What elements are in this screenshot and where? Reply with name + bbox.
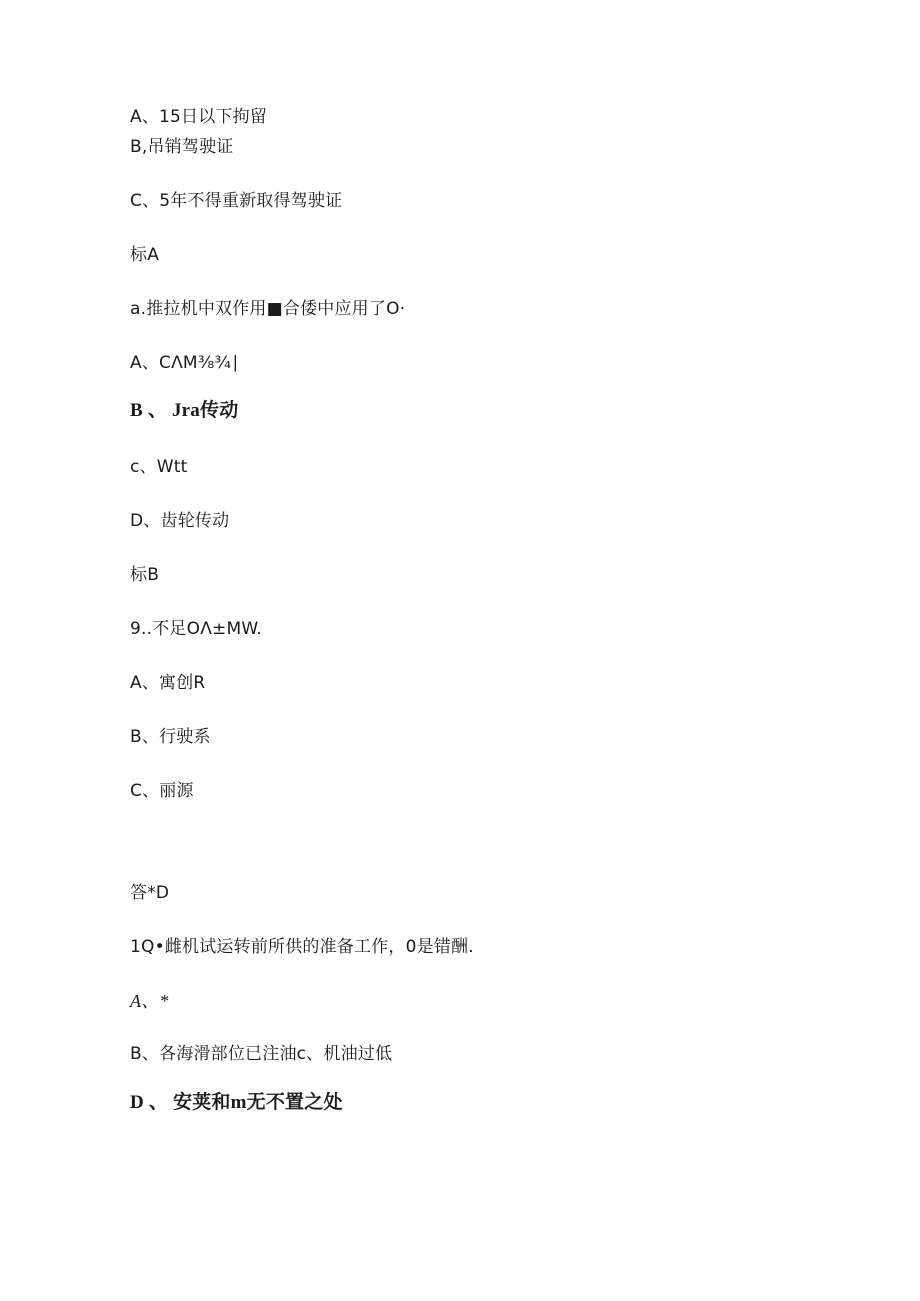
- option-c-five-years: C、5年不得重新取得驾驶证: [130, 191, 343, 211]
- option-a-detention: A、15日以下拘留: [130, 107, 268, 127]
- option-a: A、CΛM⅜¾∣: [130, 353, 240, 373]
- option-b-transmission: B 、 Jra传动: [130, 400, 239, 421]
- option-a: A、寓创R: [130, 673, 206, 693]
- option-b-running-system: B、行驶系: [130, 727, 211, 747]
- answer-label-3: 答*D: [130, 883, 170, 903]
- question-10: 1Q•雌机试运转前所供的准备工作，0是错酬.: [130, 937, 474, 957]
- answer-label-1: 标A: [130, 245, 160, 265]
- answer-label-2: 标B: [130, 565, 160, 585]
- question-9: 9..不足OΛ±MW.: [130, 619, 263, 639]
- option-c: c、Wtt: [130, 457, 188, 477]
- option-d-gear-transmission: D、齿轮传动: [130, 511, 230, 531]
- option-b-lubrication: B、各海滑部位已注油c、机油过低: [130, 1044, 393, 1064]
- option-d-installation: D 、 安荚和m无不置之处: [130, 1092, 343, 1113]
- question-a: a.推拉机中双作用■合倭中应用了O·: [130, 299, 406, 319]
- option-a: A、*: [130, 991, 169, 1011]
- option-b-revoke-license: B,吊销驾驶证: [130, 137, 234, 157]
- option-c: C、丽源: [130, 781, 194, 801]
